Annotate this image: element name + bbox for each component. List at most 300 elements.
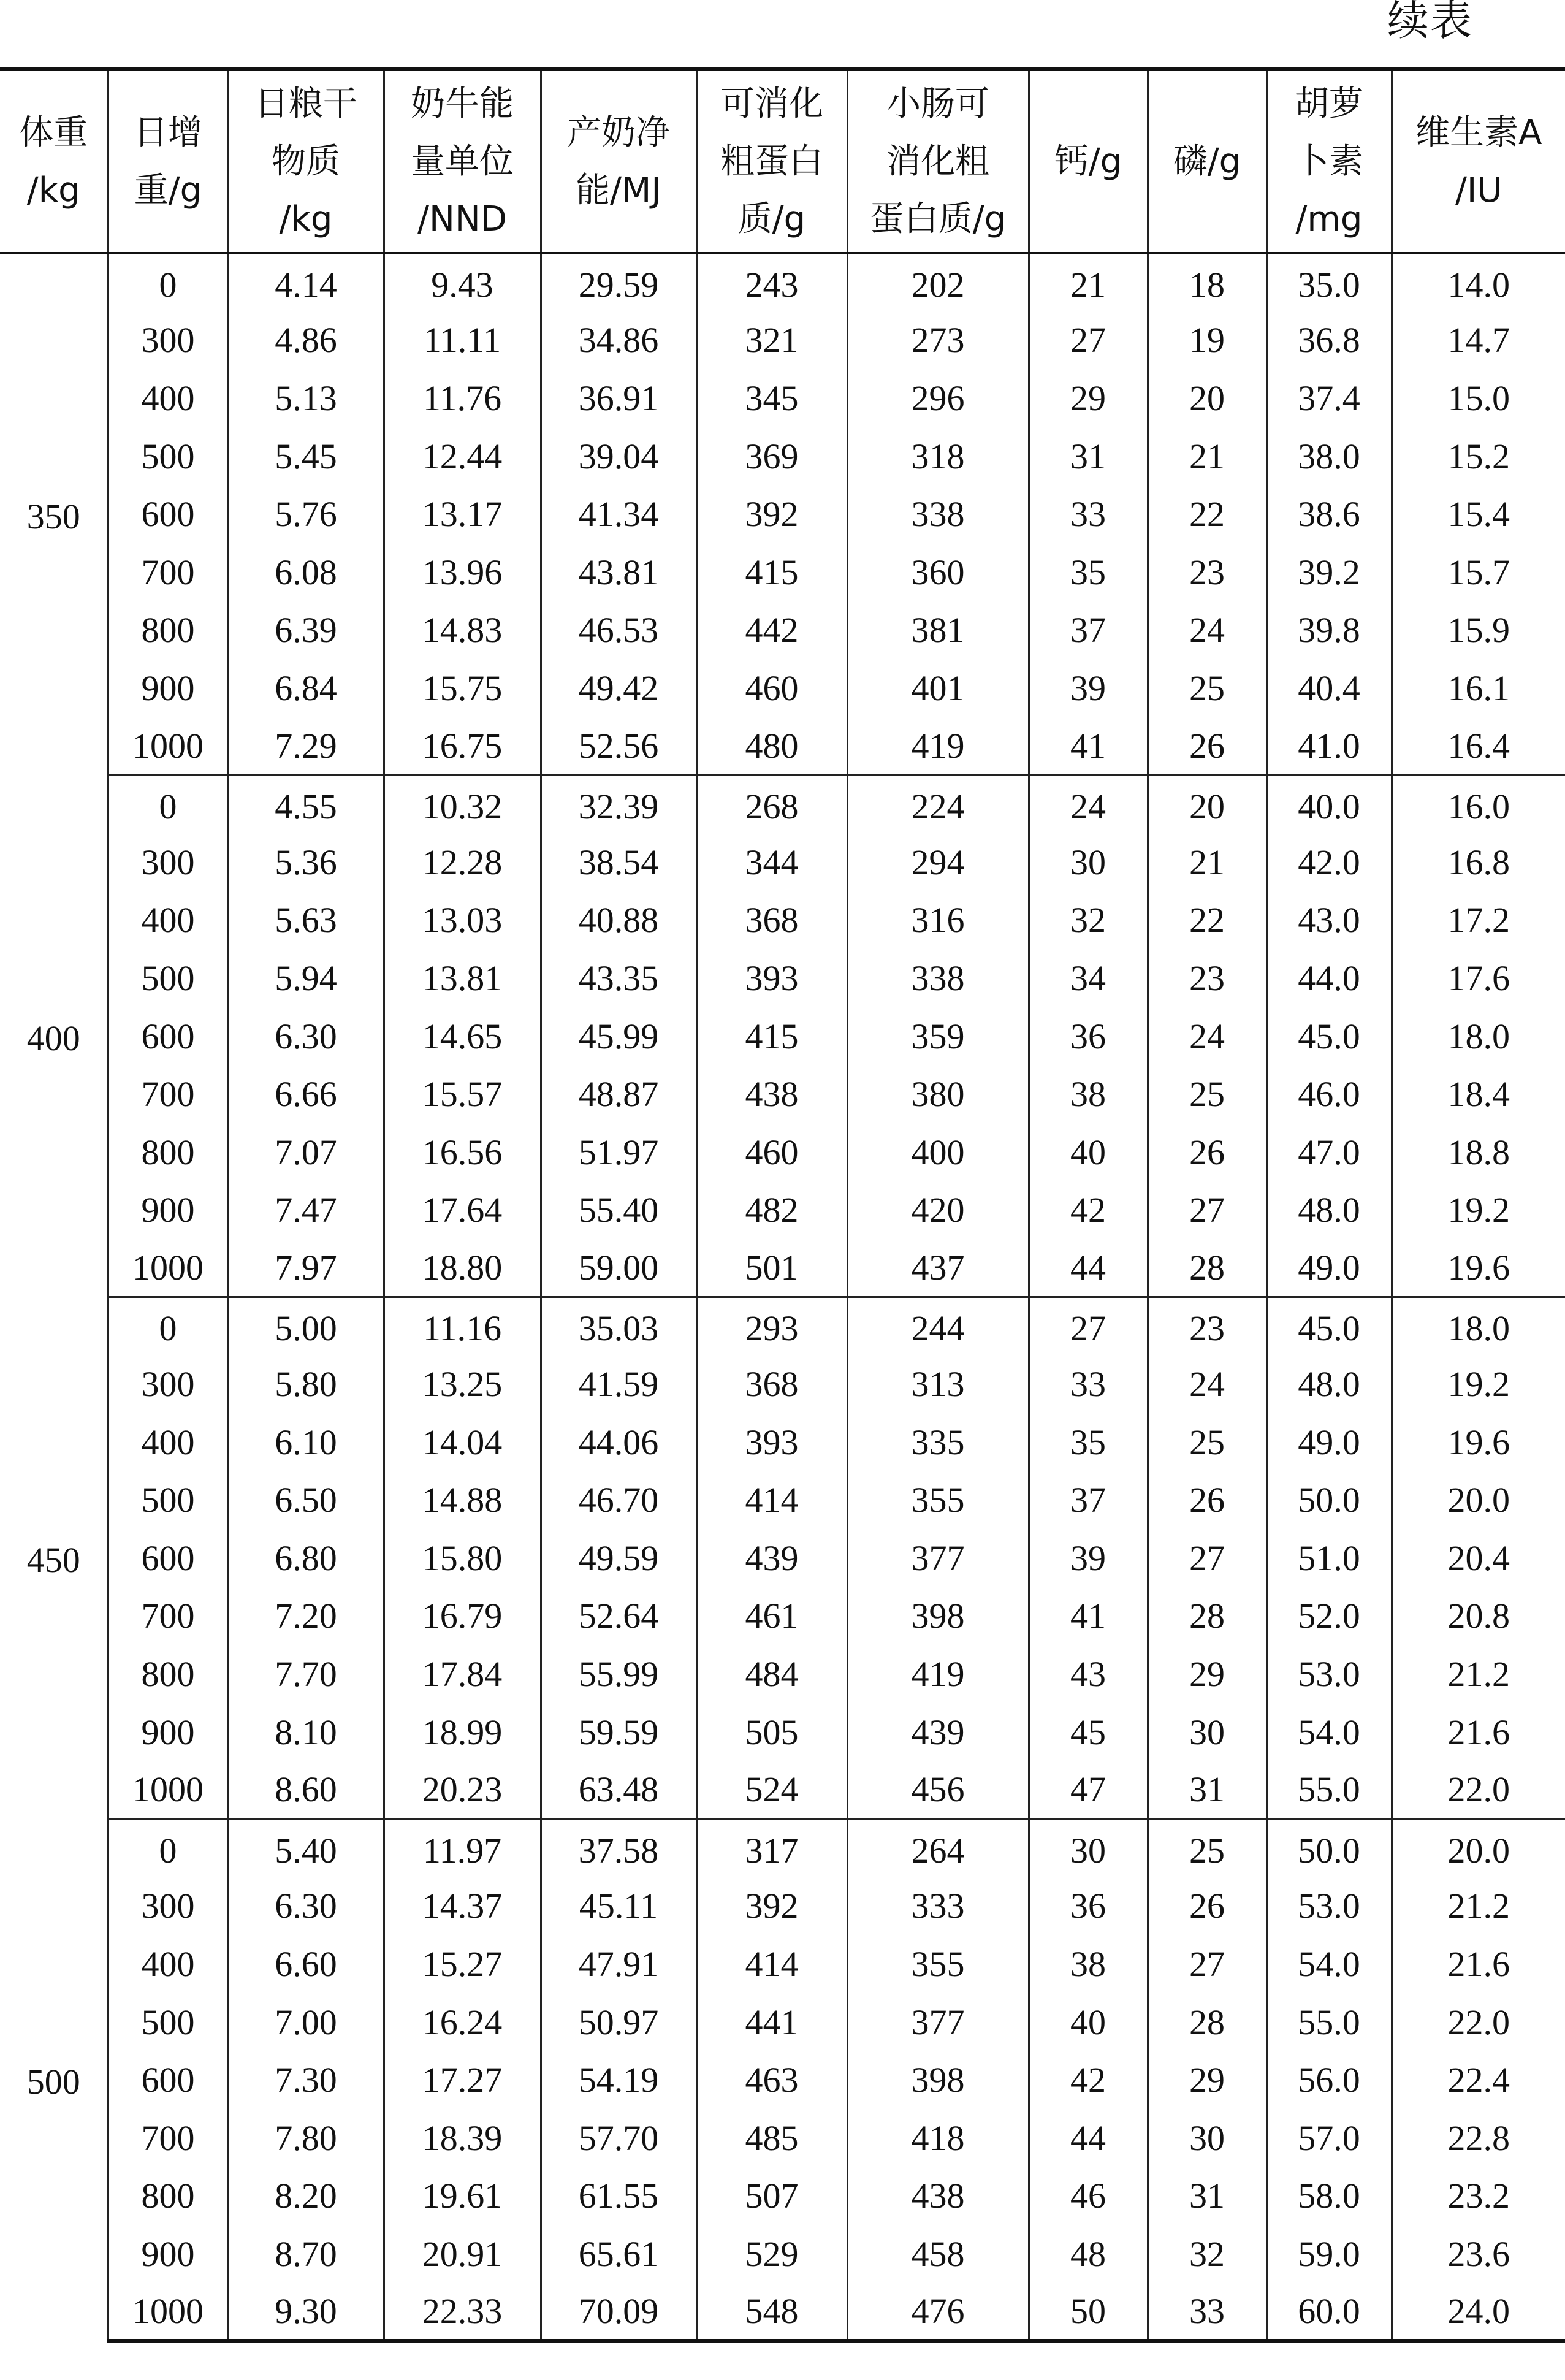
table-cell: 300 <box>108 311 228 370</box>
table-cell: 20.23 <box>384 1761 541 1819</box>
table-cell: 377 <box>847 1993 1029 2051</box>
table-cell: 29.59 <box>541 253 696 311</box>
table-cell: 398 <box>847 2051 1029 2109</box>
table-cell: 40.4 <box>1266 659 1392 717</box>
table-cell: 53.0 <box>1266 1877 1392 1936</box>
table-cell: 0 <box>108 1297 228 1356</box>
table-cell: 21 <box>1029 253 1148 311</box>
table-cell: 6.30 <box>228 1007 384 1066</box>
table-cell: 300 <box>108 1877 228 1936</box>
table-cell: 41.0 <box>1266 717 1392 776</box>
table-cell: 244 <box>847 1297 1029 1356</box>
table-cell: 33 <box>1029 1355 1148 1413</box>
table-cell: 30 <box>1148 2109 1266 2167</box>
table-row <box>0 369 1565 427</box>
table-cell: 36 <box>1029 1877 1148 1936</box>
table-cell: 6.84 <box>228 659 384 717</box>
table-cell: 14.88 <box>384 1471 541 1529</box>
table-cell: 0 <box>108 1819 228 1877</box>
table-cell: 335 <box>847 1413 1029 1471</box>
table-cell: 28 <box>1148 1993 1266 2051</box>
table-row <box>0 1993 1565 2051</box>
table-cell: 6.50 <box>228 1471 384 1529</box>
table-cell: 400 <box>108 369 228 427</box>
table-cell: 529 <box>696 2225 847 2283</box>
table-cell: 8.70 <box>228 2225 384 2283</box>
table-cell: 18.99 <box>384 1703 541 1761</box>
table-cell: 14.83 <box>384 601 541 660</box>
table-cell: 45.0 <box>1266 1007 1392 1066</box>
table-cell: 17.27 <box>384 2051 541 2109</box>
table-cell: 50.0 <box>1266 1471 1392 1529</box>
table-cell: 300 <box>108 833 228 891</box>
table-cell: 7.00 <box>228 1993 384 2051</box>
table-cell: 55.0 <box>1266 1761 1392 1819</box>
table-cell: 264 <box>847 1819 1029 1877</box>
table-cell: 55.40 <box>541 1181 696 1240</box>
table-cell: 47.91 <box>541 1935 696 1993</box>
table-cell: 19 <box>1148 311 1266 370</box>
table-cell: 40.0 <box>1266 775 1392 833</box>
table-row <box>0 1239 1565 1297</box>
table-cell: 437 <box>847 1239 1029 1297</box>
table-row <box>0 253 1565 311</box>
table-cell: 24 <box>1148 1355 1266 1413</box>
table-cell: 9.43 <box>384 253 541 311</box>
table-cell: 49.59 <box>541 1529 696 1587</box>
table-cell: 7.70 <box>228 1645 384 1703</box>
table-cell: 7.30 <box>228 2051 384 2109</box>
table-cell: 22.8 <box>1392 2109 1565 2167</box>
table-cell: 700 <box>108 543 228 601</box>
table-cell: 460 <box>696 1123 847 1181</box>
table-cell: 36.8 <box>1266 311 1392 370</box>
table-cell: 56.0 <box>1266 2051 1392 2109</box>
table-cell: 224 <box>847 775 1029 833</box>
table-cell: 460 <box>696 659 847 717</box>
table-cell: 7.80 <box>228 2109 384 2167</box>
table-cell: 70.09 <box>541 2283 696 2341</box>
table-cell: 401 <box>847 659 1029 717</box>
table-cell: 51.0 <box>1266 1529 1392 1587</box>
table-row <box>0 1007 1565 1066</box>
table-cell: 14.7 <box>1392 311 1565 370</box>
table-cell: 59.59 <box>541 1703 696 1761</box>
table-cell: 33 <box>1029 485 1148 543</box>
table-cell: 7.97 <box>228 1239 384 1297</box>
table-cell: 800 <box>108 601 228 660</box>
table-cell: 27 <box>1148 1529 1266 1587</box>
table-cell: 294 <box>847 833 1029 891</box>
table-row <box>0 1529 1565 1587</box>
table-cell: 415 <box>696 543 847 601</box>
table-cell: 243 <box>696 253 847 311</box>
table-cell: 38.6 <box>1266 485 1392 543</box>
table-cell: 438 <box>696 1065 847 1123</box>
table-cell: 268 <box>696 775 847 833</box>
table-cell: 35 <box>1029 543 1148 601</box>
nutrient-requirement-table <box>0 67 1565 2343</box>
table-cell: 482 <box>696 1181 847 1240</box>
table-row <box>0 2283 1565 2341</box>
table-cell: 52.56 <box>541 717 696 776</box>
table-cell: 54.19 <box>541 2051 696 2109</box>
table-cell: 800 <box>108 1123 228 1181</box>
table-cell: 52.64 <box>541 1587 696 1646</box>
table-cell: 333 <box>847 1877 1029 1936</box>
table-cell: 50.0 <box>1266 1819 1392 1877</box>
table-caption: 续表 <box>1387 0 1473 45</box>
table-cell: 19.2 <box>1392 1355 1565 1413</box>
table-cell: 28 <box>1148 1587 1266 1646</box>
table-cell: 50 <box>1029 2283 1148 2341</box>
table-cell: 13.81 <box>384 949 541 1007</box>
table-cell: 439 <box>847 1703 1029 1761</box>
table-cell: 359 <box>847 1007 1029 1066</box>
table-cell: 21.2 <box>1392 1877 1565 1936</box>
table-cell: 47 <box>1029 1761 1148 1819</box>
table-cell: 1000 <box>108 717 228 776</box>
table-cell: 48.0 <box>1266 1355 1392 1413</box>
table-row <box>0 1703 1565 1761</box>
table-cell: 25 <box>1148 1819 1266 1877</box>
table-cell: 321 <box>696 311 847 370</box>
table-cell: 4.14 <box>228 253 384 311</box>
table-cell: 12.44 <box>384 427 541 486</box>
header-row <box>0 69 1565 253</box>
table-cell: 5.13 <box>228 369 384 427</box>
table-cell: 21 <box>1148 427 1266 486</box>
table-cell: 18 <box>1148 253 1266 311</box>
table-cell: 45.0 <box>1266 1297 1392 1356</box>
table-cell: 22.0 <box>1392 1761 1565 1819</box>
table-cell: 8.20 <box>228 2167 384 2226</box>
table-cell: 317 <box>696 1819 847 1877</box>
body-weight-cell: 500 <box>0 1819 108 2341</box>
table-cell: 15.9 <box>1392 601 1565 660</box>
table-cell: 17.64 <box>384 1181 541 1240</box>
table-cell: 18.0 <box>1392 1297 1565 1356</box>
table-cell: 27 <box>1148 1181 1266 1240</box>
table-cell: 900 <box>108 1703 228 1761</box>
table-cell: 273 <box>847 311 1029 370</box>
table-cell: 17.84 <box>384 1645 541 1703</box>
table-cell: 29 <box>1148 2051 1266 2109</box>
table-cell: 17.2 <box>1392 891 1565 950</box>
table-cell: 59.00 <box>541 1239 696 1297</box>
table-cell: 19.6 <box>1392 1239 1565 1297</box>
table-cell: 24 <box>1148 601 1266 660</box>
table-cell: 15.57 <box>384 1065 541 1123</box>
table-cell: 414 <box>696 1935 847 1993</box>
table-row <box>0 1935 1565 1993</box>
table-cell: 48.0 <box>1266 1181 1392 1240</box>
body-weight-cell: 400 <box>0 775 108 1297</box>
table-cell: 600 <box>108 485 228 543</box>
table-cell: 484 <box>696 1645 847 1703</box>
table-row <box>0 1123 1565 1181</box>
table-cell: 41.59 <box>541 1355 696 1413</box>
table-cell: 4.55 <box>228 775 384 833</box>
table-cell: 393 <box>696 949 847 1007</box>
table-cell: 37 <box>1029 1471 1148 1529</box>
table-cell: 38 <box>1029 1935 1148 1993</box>
table-cell: 43 <box>1029 1645 1148 1703</box>
table-cell: 35 <box>1029 1413 1148 1471</box>
table-cell: 40 <box>1029 1993 1148 2051</box>
table-cell: 700 <box>108 2109 228 2167</box>
table-cell: 39 <box>1029 1529 1148 1587</box>
table-cell: 29 <box>1148 1645 1266 1703</box>
column-header: 维生素A /IU <box>1392 69 1565 253</box>
table-cell: 485 <box>696 2109 847 2167</box>
table-cell: 15.0 <box>1392 369 1565 427</box>
table-cell: 39.04 <box>541 427 696 486</box>
table-cell: 18.0 <box>1392 1007 1565 1066</box>
table-cell: 524 <box>696 1761 847 1819</box>
table-cell: 316 <box>847 891 1029 950</box>
table-cell: 16.8 <box>1392 833 1565 891</box>
table-cell: 23 <box>1148 543 1266 601</box>
table-cell: 24 <box>1029 775 1148 833</box>
table-cell: 29 <box>1029 369 1148 427</box>
table-cell: 480 <box>696 717 847 776</box>
table-cell: 7.07 <box>228 1123 384 1181</box>
table-cell: 48 <box>1029 2225 1148 2283</box>
table-cell: 16.79 <box>384 1587 541 1646</box>
table-row <box>0 1877 1565 1936</box>
table-cell: 20.4 <box>1392 1529 1565 1587</box>
table-cell: 16.24 <box>384 1993 541 2051</box>
table-cell: 1000 <box>108 1239 228 1297</box>
table-cell: 15.4 <box>1392 485 1565 543</box>
table-cell: 40.88 <box>541 891 696 950</box>
table-cell: 345 <box>696 369 847 427</box>
table-cell: 22 <box>1148 891 1266 950</box>
table-cell: 5.76 <box>228 485 384 543</box>
table-cell: 7.47 <box>228 1181 384 1240</box>
table-cell: 54.0 <box>1266 1935 1392 1993</box>
table-cell: 20.8 <box>1392 1587 1565 1646</box>
table-cell: 18.39 <box>384 2109 541 2167</box>
table-cell: 392 <box>696 1877 847 1936</box>
table-row <box>0 1471 1565 1529</box>
table-cell: 30 <box>1029 1819 1148 1877</box>
table-cell: 39.8 <box>1266 601 1392 660</box>
table-cell: 10.32 <box>384 775 541 833</box>
table-row <box>0 485 1565 543</box>
table-cell: 507 <box>696 2167 847 2226</box>
table-cell: 377 <box>847 1529 1029 1587</box>
table-cell: 55.99 <box>541 1645 696 1703</box>
table-cell: 24 <box>1148 1007 1266 1066</box>
column-header: 胡萝 卜素 /mg <box>1266 69 1392 253</box>
table-cell: 42.0 <box>1266 833 1392 891</box>
table-cell: 800 <box>108 1645 228 1703</box>
table-cell: 13.25 <box>384 1355 541 1413</box>
table-cell: 14.65 <box>384 1007 541 1066</box>
table-cell: 36.91 <box>541 369 696 427</box>
table-cell: 57.70 <box>541 2109 696 2167</box>
table-row <box>0 659 1565 717</box>
table-cell: 500 <box>108 427 228 486</box>
column-header: 产奶净 能/MJ <box>541 69 696 253</box>
table-header <box>0 69 1565 253</box>
column-header: 磷/g <box>1148 69 1266 253</box>
table-cell: 27 <box>1148 1935 1266 1993</box>
table-cell: 28 <box>1148 1239 1266 1297</box>
table-cell: 23.6 <box>1392 2225 1565 2283</box>
body-weight-cell: 350 <box>0 253 108 775</box>
table-cell: 49.0 <box>1266 1239 1392 1297</box>
table-cell: 26 <box>1148 717 1266 776</box>
table-cell: 18.8 <box>1392 1123 1565 1181</box>
table-cell: 4.86 <box>228 311 384 370</box>
table-cell: 344 <box>696 833 847 891</box>
table-cell: 700 <box>108 1587 228 1646</box>
table-cell: 21 <box>1148 833 1266 891</box>
table-cell: 800 <box>108 2167 228 2226</box>
table-cell: 34 <box>1029 949 1148 1007</box>
table-cell: 38 <box>1029 1065 1148 1123</box>
table-cell: 44.06 <box>541 1413 696 1471</box>
table-row <box>0 2051 1565 2109</box>
table-cell: 6.80 <box>228 1529 384 1587</box>
table-cell: 36 <box>1029 1007 1148 1066</box>
table-cell: 414 <box>696 1471 847 1529</box>
table-cell: 37.58 <box>541 1819 696 1877</box>
table-cell: 441 <box>696 1993 847 2051</box>
table-cell: 17.6 <box>1392 949 1565 1007</box>
column-header: 日增 重/g <box>108 69 228 253</box>
table-row <box>0 2225 1565 2283</box>
table-cell: 45.99 <box>541 1007 696 1066</box>
table-cell: 57.0 <box>1266 2109 1392 2167</box>
table-cell: 54.0 <box>1266 1703 1392 1761</box>
table-cell: 30 <box>1029 833 1148 891</box>
table-cell: 439 <box>696 1529 847 1587</box>
table-cell: 44.0 <box>1266 949 1392 1007</box>
table-cell: 368 <box>696 891 847 950</box>
table-cell: 61.55 <box>541 2167 696 2226</box>
table-cell: 15.7 <box>1392 543 1565 601</box>
table-cell: 400 <box>108 1413 228 1471</box>
table-cell: 22.0 <box>1392 1993 1565 2051</box>
table-cell: 600 <box>108 1529 228 1587</box>
table-row <box>0 833 1565 891</box>
table-cell: 59.0 <box>1266 2225 1392 2283</box>
table-cell: 31 <box>1029 427 1148 486</box>
table-cell: 25 <box>1148 659 1266 717</box>
table-cell: 202 <box>847 253 1029 311</box>
table-cell: 318 <box>847 427 1029 486</box>
table-cell: 21.2 <box>1392 1645 1565 1703</box>
table-cell: 900 <box>108 1181 228 1240</box>
table-cell: 20 <box>1148 369 1266 427</box>
table-row <box>0 717 1565 776</box>
table-row <box>0 1355 1565 1413</box>
table-cell: 31 <box>1148 2167 1266 2226</box>
table-cell: 393 <box>696 1413 847 1471</box>
table-cell: 369 <box>696 427 847 486</box>
table-cell: 32.39 <box>541 775 696 833</box>
table-cell: 49.42 <box>541 659 696 717</box>
table-cell: 65.61 <box>541 2225 696 2283</box>
column-header: 奶牛能 量单位 /NND <box>384 69 541 253</box>
table-row <box>0 1645 1565 1703</box>
column-header: 日粮干 物质 /kg <box>228 69 384 253</box>
table-cell: 6.30 <box>228 1877 384 1936</box>
column-header: 可消化 粗蛋白 质/g <box>696 69 847 253</box>
table-cell: 548 <box>696 2283 847 2341</box>
table-cell: 41.34 <box>541 485 696 543</box>
table-cell: 400 <box>847 1123 1029 1181</box>
table-cell: 23 <box>1148 1297 1266 1356</box>
table-cell: 39 <box>1029 659 1148 717</box>
table-cell: 33 <box>1148 2283 1266 2341</box>
table-cell: 5.94 <box>228 949 384 1007</box>
column-header: 钙/g <box>1029 69 1148 253</box>
table-cell: 23.2 <box>1392 2167 1565 2226</box>
table-cell: 15.2 <box>1392 427 1565 486</box>
table-cell: 46 <box>1029 2167 1148 2226</box>
table-cell: 40 <box>1029 1123 1148 1181</box>
table-cell: 500 <box>108 949 228 1007</box>
table-cell: 21.6 <box>1392 1703 1565 1761</box>
table-cell: 42 <box>1029 2051 1148 2109</box>
table-cell: 1000 <box>108 1761 228 1819</box>
table-cell: 11.16 <box>384 1297 541 1356</box>
table-cell: 55.0 <box>1266 1993 1392 2051</box>
table-cell: 50.97 <box>541 1993 696 2051</box>
table-cell: 700 <box>108 1065 228 1123</box>
table-row <box>0 1297 1565 1356</box>
table-cell: 48.87 <box>541 1065 696 1123</box>
table-cell: 419 <box>847 1645 1029 1703</box>
table-cell: 25 <box>1148 1065 1266 1123</box>
table-row <box>0 949 1565 1007</box>
table-row <box>0 1413 1565 1471</box>
table-cell: 27 <box>1029 311 1148 370</box>
weight-group <box>0 253 1565 775</box>
table-cell: 14.04 <box>384 1413 541 1471</box>
table-row <box>0 2109 1565 2167</box>
table-cell: 313 <box>847 1355 1029 1413</box>
table-cell: 43.0 <box>1266 891 1392 950</box>
table-cell: 20.0 <box>1392 1471 1565 1529</box>
table-cell: 419 <box>847 717 1029 776</box>
table-cell: 19.61 <box>384 2167 541 2226</box>
table-cell: 6.39 <box>228 601 384 660</box>
table-cell: 32 <box>1029 891 1148 950</box>
table-cell: 35.03 <box>541 1297 696 1356</box>
table-cell: 6.10 <box>228 1413 384 1471</box>
table-cell: 11.76 <box>384 369 541 427</box>
table-cell: 5.00 <box>228 1297 384 1356</box>
table-cell: 0 <box>108 775 228 833</box>
table-cell: 418 <box>847 2109 1029 2167</box>
table-cell: 45.11 <box>541 1877 696 1936</box>
table-row <box>0 311 1565 370</box>
table-cell: 500 <box>108 1471 228 1529</box>
table-cell: 24.0 <box>1392 2283 1565 2341</box>
body-weight-cell: 450 <box>0 1297 108 1819</box>
table-cell: 22 <box>1148 485 1266 543</box>
table-cell: 31 <box>1148 1761 1266 1819</box>
table-cell: 12.28 <box>384 833 541 891</box>
table-cell: 338 <box>847 949 1029 1007</box>
table-cell: 38.0 <box>1266 427 1392 486</box>
